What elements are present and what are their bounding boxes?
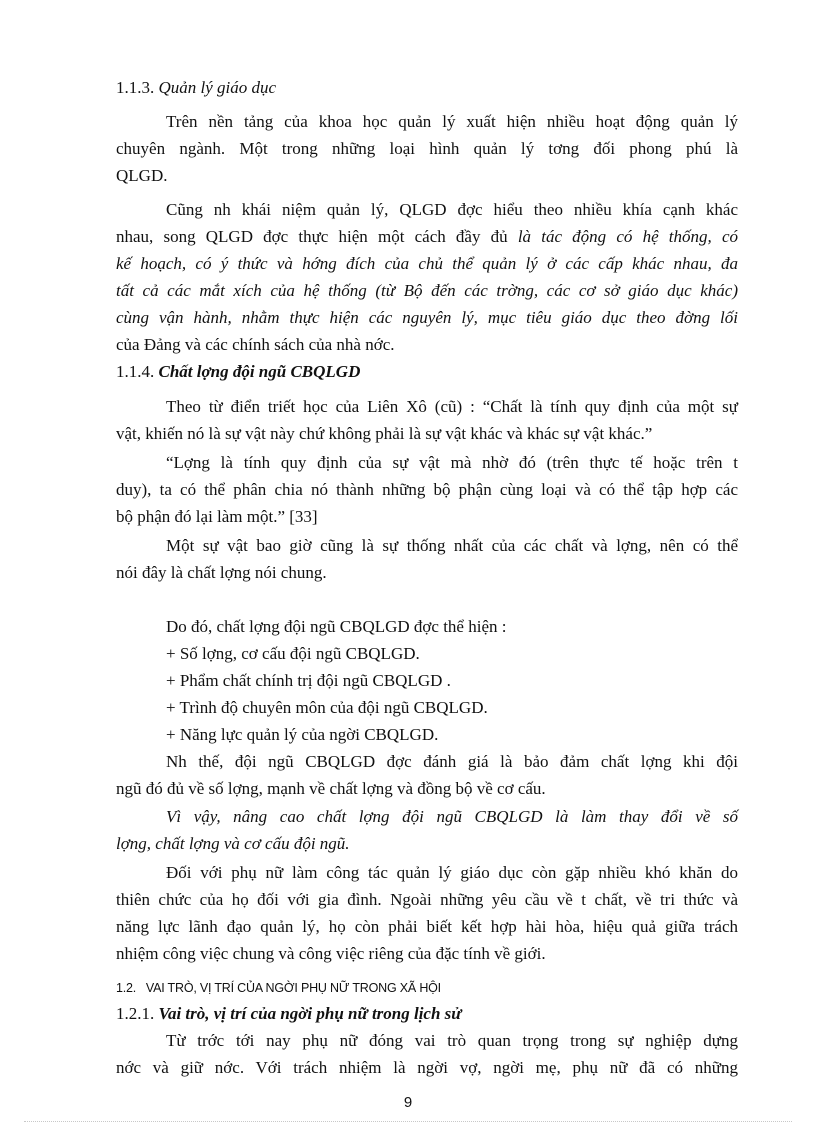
paragraph-line: Vì vậy, nâng cao chất lợng đội ngũ CBQLGD là làm thay đổi về số — [166, 807, 738, 826]
text-run: nhau, song QLGD đợc thực hiện một cách đầy đủ — [116, 227, 518, 246]
paragraph-line: Từ trớc tới nay phụ nữ đóng vai trò quan trọng trong sự nghiệp dựng — [166, 1031, 738, 1050]
section-heading-1-2 — [116, 978, 441, 998]
paragraph-line: lợng, chất lợng và cơ cấu đội ngũ. — [116, 834, 350, 853]
paragraph-line: kế hoạch, có ý thức và hớng đích của chủ thể quản lý ở các cấp khác nhau, đa — [116, 254, 738, 273]
paragraph-line: “Lợng là tính quy định của sự vật mà nhờ đó (trên thực tế hoặc trên t — [166, 453, 738, 472]
paragraph-line: bộ phận đó lại làm một.” [33] — [116, 507, 318, 526]
section-heading-1-2-1 — [116, 1004, 462, 1024]
list-item: + Số lợng, cơ cấu đội ngũ CBQLGD. — [166, 644, 420, 663]
paragraph-line: nớc và giữ nớc. Với trách nhiệm là ngời vợ, ngời mẹ, phụ nữ đã có những — [116, 1058, 738, 1077]
section-title: Quản lý giáo dục — [158, 78, 277, 97]
list-item: + Năng lực quản lý của ngời CBQLGD. — [166, 725, 439, 744]
paragraph-line: vật, khiến nó là sự vật này chứ không phải là sự vật khác và khác sự vật khác.” — [116, 424, 653, 443]
paragraph-line: của Đảng và các chính sách của nhà nớc. — [116, 335, 395, 354]
section-heading-1-1-4 — [116, 362, 360, 382]
paragraph-line: nói đây là chất lợng nói chung. — [116, 563, 327, 582]
paragraph-line: ngũ đó đủ về số lợng, mạnh về chất lợng và đồng bộ về cơ cấu. — [116, 779, 546, 798]
paragraph-line: QLGD. — [116, 166, 168, 185]
section-number: 1.1.3. — [116, 78, 155, 97]
section-title: VAI TRÒ, VỊ TRÍ CỦA NGỜI PHỤ NỮ TRONG XÃ HỘI — [145, 981, 441, 995]
section-title: Vai trò, vị trí của ngời phụ nữ trong lịch sử — [158, 1004, 462, 1023]
section-heading-1-1-3 — [116, 78, 276, 98]
paragraph-line: Nh thế, đội ngũ CBQLGD đợc đánh giá là bảo đảm chất lợng khi đội — [166, 752, 738, 771]
paragraph-line: Một sự vật bao giờ cũng là sự thống nhất của các chất và lợng, nên có thể — [166, 536, 738, 555]
text-run-italic: là tác động có hệ thống, có — [517, 227, 738, 246]
paragraph-line: duy), ta có thể phân chia nó thành những bộ phận cùng loại và có thể tập hợp các — [116, 480, 738, 499]
paragraph-line: chuyên ngành. Một trong những loại hình quản lý tơng đối phong phú là — [116, 139, 738, 158]
paragraph-line: Cũng nh khái niệm quản lý, QLGD đợc hiểu theo nhiều khía cạnh khác — [166, 200, 738, 219]
list-item: + Phẩm chất chính trị đội ngũ CBQLGD . — [166, 671, 451, 690]
page-bottom-border — [24, 1121, 792, 1122]
section-number: 1.2.1. — [116, 1004, 155, 1023]
paragraph-line: cùng vận hành, nhằm thực hiện các nguyên lý, mục tiêu giáo dục theo đờng lối — [116, 308, 738, 327]
list-item: + Trình độ chuyên môn của đội ngũ CBQLGD. — [166, 698, 488, 717]
page-number: 9 — [403, 1094, 413, 1111]
paragraph-line: năng lực lãnh đạo quản lý, họ còn phải biết kết hợp hài hòa, hiệu quả giữa trách — [116, 917, 738, 936]
list-intro: Do đó, chất lợng đội ngũ CBQLGD đợc thể hiện : — [166, 617, 507, 636]
paragraph-line: Đối với phụ nữ làm công tác quản lý giáo dục còn gặp nhiều khó khăn do — [166, 863, 738, 882]
paragraph-line: Theo từ điển triết học của Liên Xô (cũ) : “Chất là tính quy định của một sự — [166, 397, 738, 416]
section-number: 1.1.4. — [116, 362, 155, 381]
paragraph-line: thiên chức của họ đối với gia đình. Ngoài những yêu cầu về t chất, về tri thức và — [116, 890, 738, 909]
paragraph-line: Trên nền tảng của khoa học quản lý xuất hiện nhiều hoạt động quản lý — [166, 112, 738, 131]
paragraph-line: tất cả các mắt xích của hệ thống (từ Bộ đến các trờng, các cơ sở giáo dục khác) — [116, 281, 738, 300]
paragraph-line: nhiệm công việc chung và công việc riêng của đặc tính về giới. — [116, 944, 546, 963]
paragraph-line — [116, 227, 738, 247]
section-number: 1.2. — [116, 981, 137, 995]
section-title: Chất lợng đội ngũ CBQLGD — [158, 362, 361, 381]
